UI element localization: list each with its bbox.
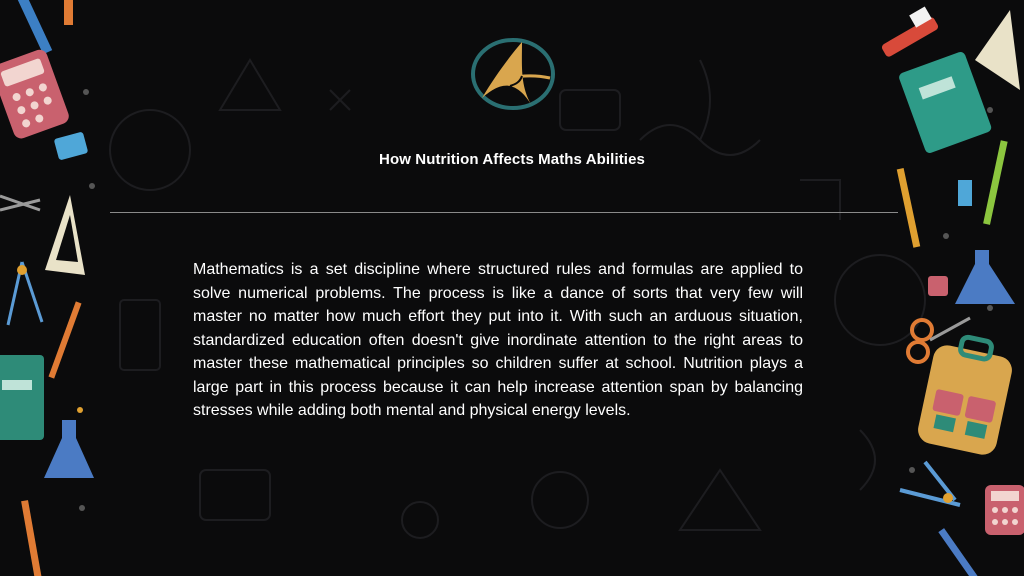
triangle-ruler-icon (45, 195, 85, 275)
calculator-icon (0, 48, 71, 141)
body-paragraph: Mathematics is a set discipline where structured rules and formulas are applied to solve numerical problems. The process is like a dance of sorts that very few will master no matter how much effort they put into it. With such an arduous situation, standardized education often doesn't give inordinate attention to the right areas to master these mathematical principles so children suffer at school. Nutrition plays a large part in this process because it can help increase attention span by balancing stresses while adding both mental and physical energy levels. (193, 261, 803, 419)
flask-icon (44, 407, 94, 478)
marker-icon (881, 7, 940, 59)
pencil-icon (49, 301, 82, 378)
pencil-icon (18, 0, 52, 54)
flask-icon (955, 250, 1015, 304)
pencil-icon (897, 168, 920, 248)
calculator-icon (985, 485, 1024, 535)
pencil-icon (64, 0, 73, 25)
pencil-icon (938, 528, 978, 576)
notebook-icon (898, 51, 993, 155)
eraser-icon (958, 180, 972, 206)
sharpener-icon (928, 276, 948, 296)
scissors-icon (0, 196, 40, 210)
letter-a-logo-icon (470, 36, 556, 112)
triangle-ruler-icon (975, 10, 1020, 90)
compass-icon (8, 262, 42, 325)
compass-icon (900, 462, 960, 505)
notebook-icon (0, 355, 44, 440)
backpack-icon (915, 331, 1017, 457)
slide-title: How Nutrition Affects Maths Abilities (379, 151, 645, 168)
divider (110, 212, 898, 213)
pencil-icon (21, 500, 42, 576)
